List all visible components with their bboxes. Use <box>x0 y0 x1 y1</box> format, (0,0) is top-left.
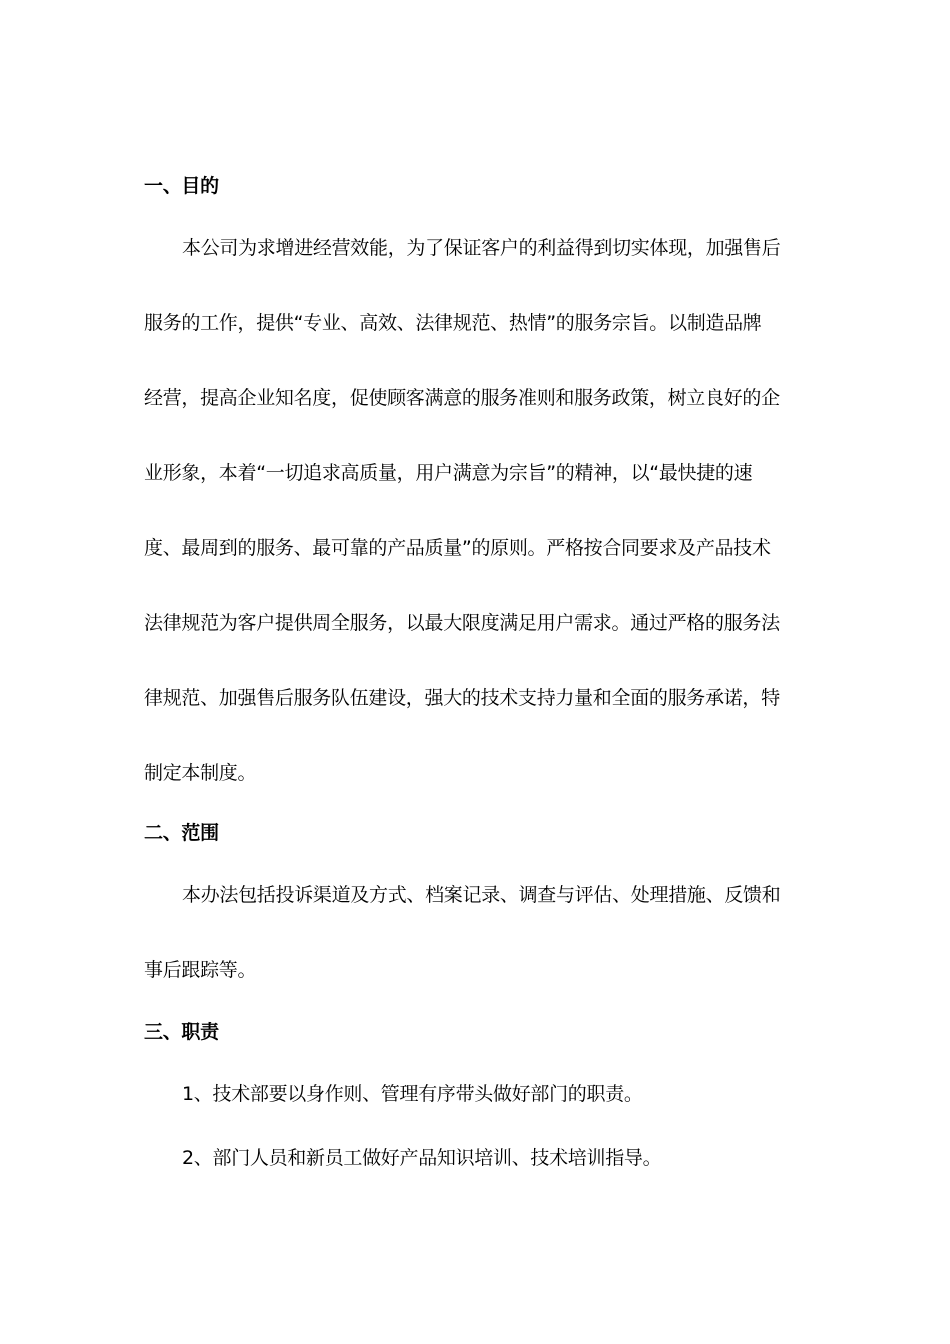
section-heading-purpose: 一、目的 <box>144 175 219 197</box>
paragraph-line: 度、最周到的服务、最可靠的产品质量”的原则。严格按合同要求及产品技术 <box>144 537 771 559</box>
paragraph-line: 本办法包括投诉渠道及方式、档案记录、调查与评估、处理措施、反馈和 <box>182 884 781 906</box>
paragraph-line: 律规范、加强售后服务队伍建设，强大的技术支持力量和全面的服务承诺，特 <box>144 687 780 709</box>
section-body-purpose <box>144 234 796 834</box>
paragraph-line: 制定本制度。 <box>144 762 257 784</box>
paragraph-line: 法律规范为客户提供周全服务，以最大限度满足用户需求。通过严格的服务法 <box>144 612 780 634</box>
section-heading-responsibilities: 三、职责 <box>144 1021 219 1043</box>
paragraph-line: 业形象，本着“一切追求高质量，用户满意为宗旨”的精神，以“最快捷的速 <box>144 462 753 484</box>
section-heading-scope: 二、范围 <box>144 822 219 844</box>
paragraph-line: 经营，提高企业知名度，促使顾客满意的服务准则和服务政策，树立良好的企 <box>144 387 780 409</box>
list-item: 2、部门人员和新员工做好产品知识培训、技术培训指导。 <box>182 1147 662 1169</box>
paragraph-line: 本公司为求增进经营效能，为了保证客户的利益得到切实体现，加强售后 <box>182 237 781 259</box>
paragraph-line: 事后跟踪等。 <box>144 959 257 981</box>
section-body-scope <box>144 881 796 1031</box>
list-item: 1、技术部要以身作则、管理有序带头做好部门的职责。 <box>182 1083 643 1105</box>
paragraph-line: 服务的工作，提供“专业、高效、法律规范、热情”的服务宗旨。以制造品牌 <box>144 312 762 334</box>
